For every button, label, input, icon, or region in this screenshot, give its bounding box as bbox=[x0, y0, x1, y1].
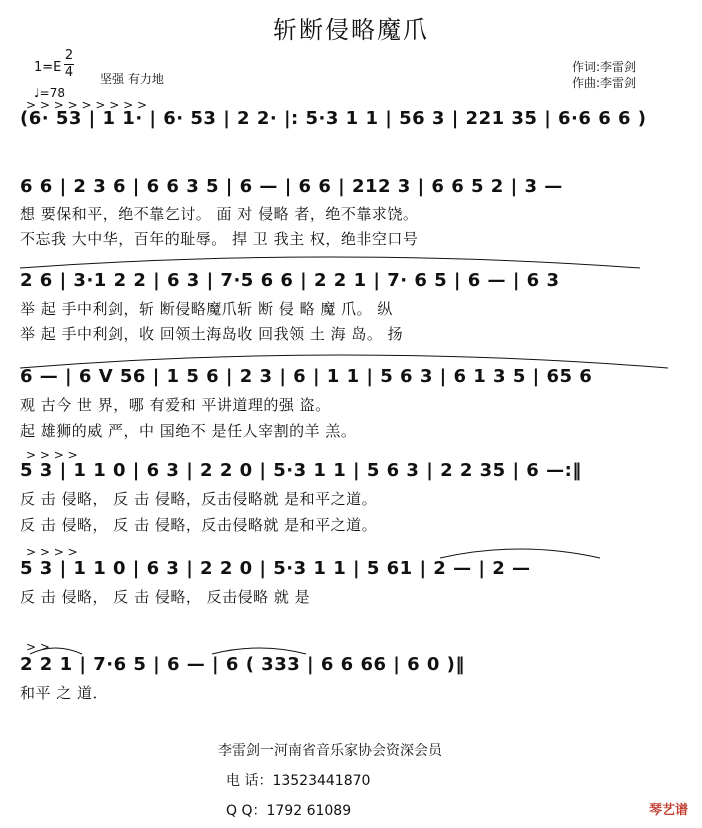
lyric-verse-1: 想 要保和平，绝不靠乞讨。 面 对 侵略 者，绝不靠求饶。 bbox=[20, 205, 419, 223]
lyric-verse-2: 举 起 手中利剑，收 回领土海岛收 回我领 土 海 岛。 扬 bbox=[20, 325, 404, 343]
lyric-verse-1: 举 起 手中利剑，斩 断侵略魔爪斩 断 侵 略 魔 爪。 纵 bbox=[20, 300, 393, 318]
notation-line: 6 6 | 2 3 6 | 6 6 3 5 | 6 — | 6 6 | 212 3 | 6 6 5 2 | 3 — bbox=[20, 176, 563, 197]
notation-line: 2 2 1 | 7·6 5 | 6 — | 6 ( 333 | 6 6 66 | 6 0 )‖ bbox=[20, 654, 465, 675]
lyricist-credit: 作词:李雷剑 bbox=[572, 60, 637, 74]
notation-line: 2 6 | 3·1 2 2 | 6 3 | 7·5 6 6 | 2 2 1 | 7· 6 5 | 6 — | 6 3 bbox=[20, 270, 560, 291]
time-signature-top: 2 bbox=[64, 48, 74, 63]
accent-marks: > > > > bbox=[26, 545, 78, 559]
accent-marks: > > > > bbox=[26, 448, 78, 462]
key-signature: 1=E bbox=[34, 60, 62, 75]
lyric-verse-2: 起 雄狮的威 严，中 国绝不 是任人宰割的羊 羔。 bbox=[20, 422, 357, 440]
phrase-slur bbox=[20, 257, 640, 268]
notation-line: 6 — | 6 V 56 | 1 5 6 | 2 3 | 6 | 1 1 | 5 6 3 | 6 1 3 5 | 65 6 bbox=[20, 366, 593, 387]
composer-credit: 作曲:李雷剑 bbox=[572, 76, 637, 90]
lyric-verse-1: 和平 之 道． bbox=[20, 684, 109, 702]
lyric-verse-1: 反 击 侵略， 反 击 侵略，反击侵略就 是和平之道。 bbox=[20, 490, 378, 508]
site-logo: 琴艺谱 bbox=[648, 803, 688, 818]
lyric-verse-2: 反 击 侵略， 反 击 侵略，反击侵略就 是和平之道。 bbox=[20, 516, 378, 534]
accent-marks: > > bbox=[26, 640, 50, 654]
phrase-slur bbox=[20, 355, 668, 368]
notation-line: 5 3 | 1 1 0 | 6 3 | 2 2 0 | 5·3 1 1 | 5 61 | 2 — | 2 — bbox=[20, 558, 531, 579]
notation-line: 5 3 | 1 1 0 | 6 3 | 2 2 0 | 5·3 1 1 | 5 6 3 | 2 2 35 | 6 —:‖ bbox=[20, 460, 582, 481]
tempo-marking: ♩=78 bbox=[34, 86, 65, 100]
notation-line: (6· 53 | 1 1· | 6· 53 | 2 2· |: 5·3 1 1 | 56 3 | 221 35 | 6·6 6 6 ) bbox=[20, 108, 647, 129]
page-title: 斩断侵略魔爪 bbox=[273, 16, 429, 44]
lyric-verse-1: 观 古今 世 界，哪 有爱和 平讲道理的强 盗。 bbox=[20, 396, 331, 414]
phrase-slur bbox=[30, 648, 82, 654]
qq-info: Q Q：1792 61089 bbox=[226, 803, 352, 819]
phrase-slur bbox=[440, 549, 600, 558]
lyric-verse-2: 不忘我 大中华，百年的耻辱。 捍 卫 我主 权，绝非空口号 bbox=[20, 230, 419, 248]
lyric-verse-1: 反 击 侵略， 反 击 侵略， 反击侵略 就 是 bbox=[20, 588, 311, 606]
expression-marking: 坚强 有力地 bbox=[100, 72, 164, 86]
time-signature-bottom: 4 bbox=[64, 65, 74, 80]
phrase-slur bbox=[212, 648, 306, 654]
accent-marks: > > > > > > > > > bbox=[26, 98, 148, 112]
author-info: 李雷剑一河南省音乐家协会资深会员 bbox=[218, 743, 442, 759]
phone-info: 电 话：13523441870 bbox=[226, 773, 371, 789]
